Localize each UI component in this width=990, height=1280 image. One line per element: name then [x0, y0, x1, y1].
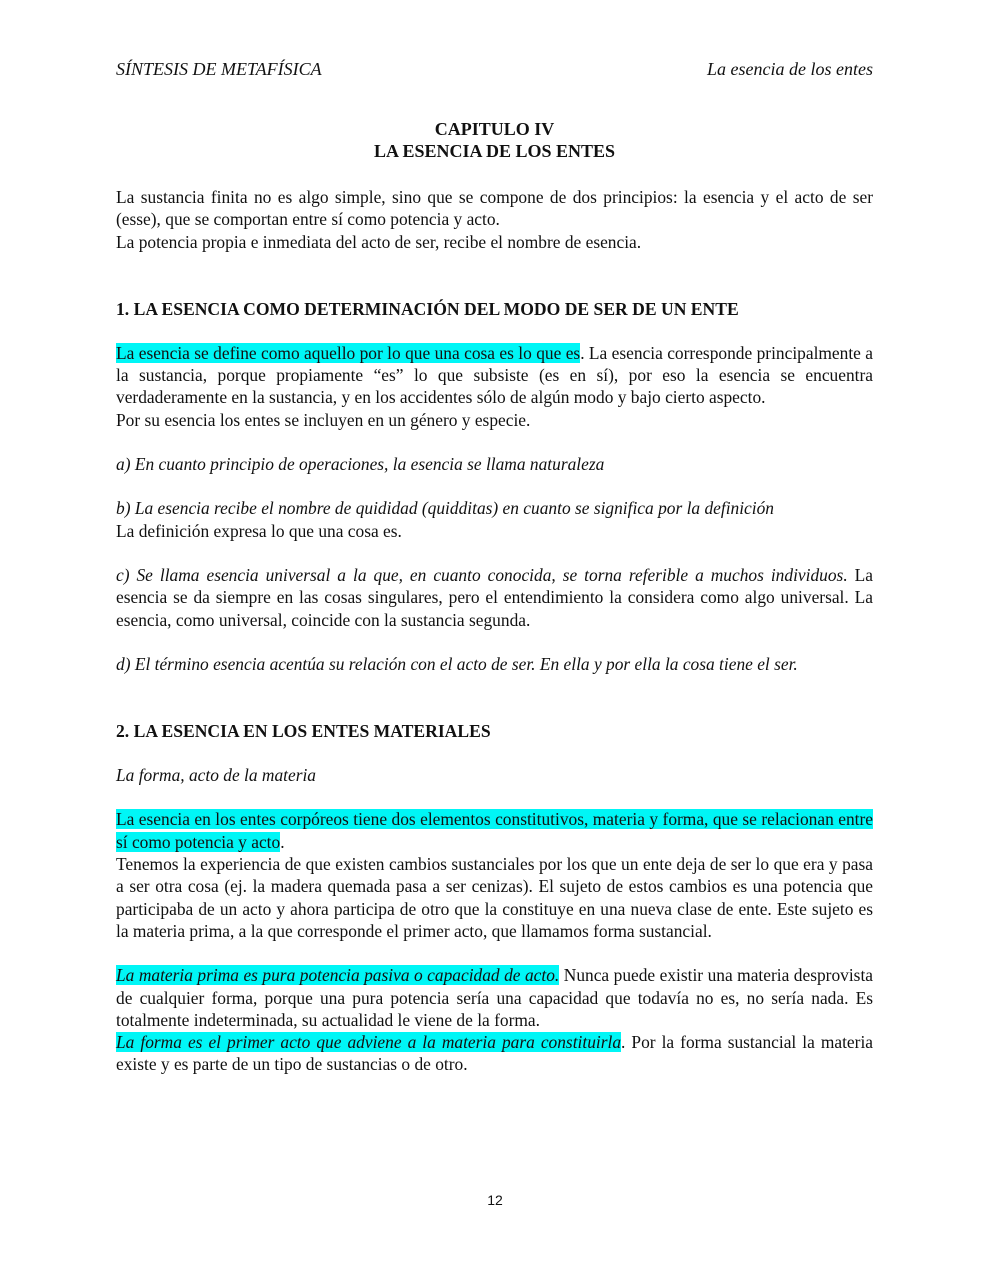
- item-d: d) El término esencia acentúa su relación con el acto de ser. En ella y por ella la cosa tiene el ser.: [116, 653, 798, 674]
- paragraph-text: . Por la forma sustancial la materia existe y es parte de un tipo de sustancias o de otro.: [116, 1032, 873, 1075]
- section-2-paragraph-1: [116, 808, 873, 853]
- paragraph-text: Nunca puede existir una materia desprovista de cualquier forma, porque una pura potencia sería una capacidad que todavía no es, no sería nada. Es totalmente indeterminada, su actualidad le viene de la forma.: [116, 965, 873, 1030]
- highlighted-text: La esencia se define como aquello por lo que una cosa es lo que es: [116, 342, 581, 363]
- highlighted-text: La forma es el primer acto que adviene a la materia para constituirla: [116, 1032, 622, 1053]
- paragraph-text: . La esencia corresponde principalmente a la sustancia, porque propiamente “es” lo que subsiste (es en sí), por eso la esencia se encuentra verdaderamente en la sustancia, y en los accidentes sólo de algún modo y bajo cierto aspecto.: [116, 342, 874, 408]
- item-b: b) La esencia recibe el nombre de quididad (quidditas) en cuanto se significa por la definición: [116, 498, 774, 519]
- item-c-text: La esencia se da siempre en las cosas singulares, pero el entendimiento la considera como algo universal. La esencia, como universal, coincide con la sustancia segunda.: [116, 564, 873, 630]
- item-c-italic: c) Se llama esencia universal a la que, en cuanto conocida, se torna referible a muchos individuos.: [116, 564, 848, 585]
- section-2-heading: 2. LA ESENCIA EN LOS ENTES MATERIALES: [116, 721, 491, 742]
- section-1-heading: 1. LA ESENCIA COMO DETERMINACIÓN DEL MODO DE SER DE UN ENTE: [116, 298, 739, 319]
- running-header: [116, 56, 873, 82]
- intro-paragraph-1: La sustancia finita no es algo simple, sino que se compone de dos principios: la esencia y el acto de ser (esse), que se comportan entre sí como potencia y acto.: [116, 187, 873, 230]
- item-c: [116, 564, 873, 631]
- header-right: La esencia de los entes: [707, 59, 873, 79]
- section-2-paragraph-4: [116, 1031, 873, 1076]
- section-1-paragraph-1: [116, 342, 873, 409]
- section-1-paragraph-2: Por su esencia los entes se incluyen en un género y especie.: [116, 409, 531, 430]
- item-b-definition: La definición expresa lo que una cosa es.: [116, 520, 402, 541]
- highlighted-text: La materia prima es pura potencia pasiva o capacidad de acto.: [116, 965, 560, 986]
- document-page: [116, 56, 873, 1076]
- header-left: SÍNTESIS DE METAFÍSICA: [116, 59, 322, 79]
- chapter-number: CAPITULO IV: [434, 119, 555, 139]
- chapter-title: LA ESENCIA DE LOS ENTES: [373, 141, 616, 161]
- paragraph-text: .: [280, 831, 285, 852]
- section-2-paragraph-2: Tenemos la experiencia de que existen cambios sustanciales por los que un ente deja de ser lo que era y pasa a ser otra cosa (ej. la madera quemada pasa a ser cenizas). El sujeto de estos cambios es una potencia que participaba de un acto y ahora participa de otro que la constituye en una nueva clase de ente. Este sujeto es la materia prima, a la que corresponde el primer acto, que llamamos forma sustancial.: [116, 854, 873, 941]
- intro-paragraph-2: La potencia propia e inmediata del acto de ser, recibe el nombre de esencia.: [116, 231, 642, 252]
- item-a: a) En cuanto principio de operaciones, la esencia se llama naturaleza: [116, 454, 605, 475]
- page-number: 12: [487, 1192, 503, 1208]
- section-2-paragraph-3: [116, 964, 873, 1031]
- chapter-heading: [116, 118, 873, 162]
- highlighted-text: La esencia en los entes corpóreos tiene dos elementos constitutivos, materia y forma, que se relacionan entre sí como potencia y acto: [116, 809, 873, 852]
- section-2-subtitle: La forma, acto de la materia: [116, 765, 316, 786]
